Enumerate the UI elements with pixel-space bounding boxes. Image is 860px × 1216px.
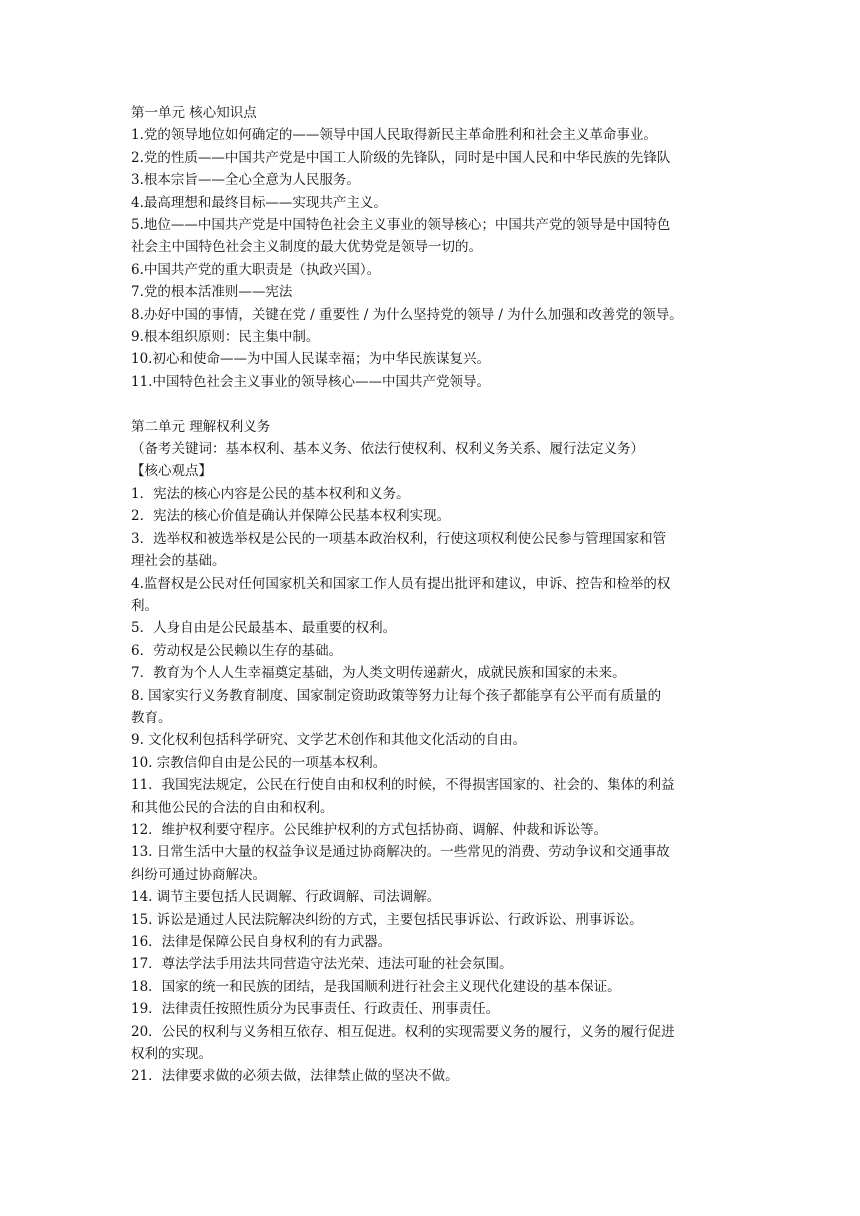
unit1-line: 3.根本宗旨——全心全意为人民服务。 (131, 172, 360, 189)
unit2-line: 20．公民的权利与义务相互依存、相互促进。权利的实现需要义务的履行，义务的履行促进 (131, 1023, 675, 1040)
unit2-line: 21．法律要求做的必须去做，法律禁止做的坚决不做。 (131, 1068, 459, 1085)
unit2-line: 12．维护权利要守程序。公民维护权利的方式包括协商、调解、仲裁和诉讼等。 (131, 821, 608, 838)
unit2-line: 18．国家的统一和民族的团结，是我国顺利进行社会主义现代化建设的基本保证。 (131, 978, 621, 995)
unit2-heading: 【核心观点】 (131, 463, 212, 480)
unit2-line: 7．教育为个人人生幸福奠定基础，为人类文明传递薪火，成就民族和国家的未来。 (131, 665, 626, 682)
unit1-line: 1.党的领导地位如何确定的——领导中国人民取得新民主革命胜利和社会主义革命事业。 (131, 127, 657, 144)
unit1-points (131, 124, 743, 393)
unit2-line: 9. 文化权利包括科学研究、文学艺术创作和其他文化活动的自由。 (131, 732, 527, 749)
unit2-line: 6．劳动权是公民赖以生存的基础。 (131, 642, 343, 659)
unit2-keywords: （备考关键词：基本权利、基本义务、依法行使权利、权利义务关系、履行法定义务） (131, 441, 644, 458)
unit2-line: 19．法律责任按照性质分为民事责任、行政责任、刑事责任。 (131, 1001, 500, 1018)
unit2-line: 利。 (131, 597, 158, 614)
unit2-line: 权利的实现。 (131, 1046, 212, 1063)
unit2-line: 和其他公民的合法的自由和权利。 (131, 799, 334, 816)
unit2-line: 8. 国家实行义务教育制度、国家制定资助政策等努力让每个孩子都能享有公平而有质量的 (131, 687, 662, 704)
unit1-line: 社会主中国特色社会主义制度的最大优势党是领导一切的。 (131, 239, 482, 256)
unit2-line: 教育。 (131, 709, 172, 726)
unit1-line: 4.最高理想和最终目标——实现共产主义。 (131, 194, 387, 211)
unit2-line: 10. 宗教信仰自由是公民的一项基本权利。 (131, 754, 387, 771)
unit1-line: 5.地位——中国共产党是中国特色社会主义事业的领导核心；中国共产党的领导是中国特色 (131, 217, 671, 234)
unit2-line: 4.监督权是公民对任何国家机关和国家工作人员有提出批评和建议，申诉、控告和检举的权 (131, 575, 671, 592)
unit2-line: 17．尊法学法手用法共同营造守法光荣、违法可耻的社会氛围。 (131, 956, 513, 973)
unit1-line: 8.办好中国的事情，关键在党 / 重要性 / 为什么坚持党的领导 / 为什么加强和改善党的领导。 (131, 306, 683, 323)
unit1-line: 2.党的性质——中国共产党是中国工人阶级的先锋队，同时是中国人民和中华民族的先锋队 (131, 149, 671, 166)
unit2-line: 1．宪法的核心内容是公民的基本权利和义务。 (131, 485, 410, 502)
unit2-line: 理社会的基础。 (131, 553, 226, 570)
unit2-line: 13. 日常生活中大量的权益争议是通过协商解决的。一些常见的消费、劳动争议和交通事故 (131, 844, 670, 861)
unit2-line: 11．我国宪法规定，公民在行使自由和权利的时候，不得损害国家的、社会的、集体的利益 (131, 777, 675, 794)
unit1-line: 7.党的根本活准则——宪法 (131, 284, 293, 301)
unit1-line: 6.中国共产党的重大职责是（执政兴国）。 (131, 261, 381, 278)
unit2-line: 16．法律是保障公民自身权利的有力武器。 (131, 934, 392, 951)
document-page (131, 102, 743, 1088)
unit2-line: 14. 调节主要包括人民调解、行政调解、司法调解。 (131, 889, 441, 906)
unit1-title: 第一单元 核心知识点 (131, 105, 257, 121)
unit1-line: 10.初心和使命——为中国人民谋幸福；为中华民族谋复兴。 (131, 351, 490, 368)
unit2-title: 第二单元 理解权利义务 (131, 418, 271, 435)
unit2-points (131, 483, 743, 1088)
unit2-line: 15. 诉讼是通过人民法院解决纠纷的方式，主要包括民事诉讼、行政诉讼、刑事诉讼。 (131, 911, 643, 928)
unit2-line: 3．选举权和被选举权是公民的一项基本政治权利，行使这项权利使公民参与管理国家和管 (131, 530, 667, 547)
unit1-line: 9.根本组织原则：民主集中制。 (131, 329, 320, 346)
unit2-line: 2．宪法的核心价值是确认并保障公民基本权利实现。 (131, 508, 451, 525)
unit2-line: 5．人身自由是公民最基本、最重要的权利。 (131, 620, 397, 637)
section-spacer (131, 393, 743, 415)
unit2-line: 纠纷可通过协商解决。 (131, 866, 266, 883)
unit1-line: 11.中国特色社会主义事业的领导核心——中国共产党领导。 (131, 373, 490, 390)
